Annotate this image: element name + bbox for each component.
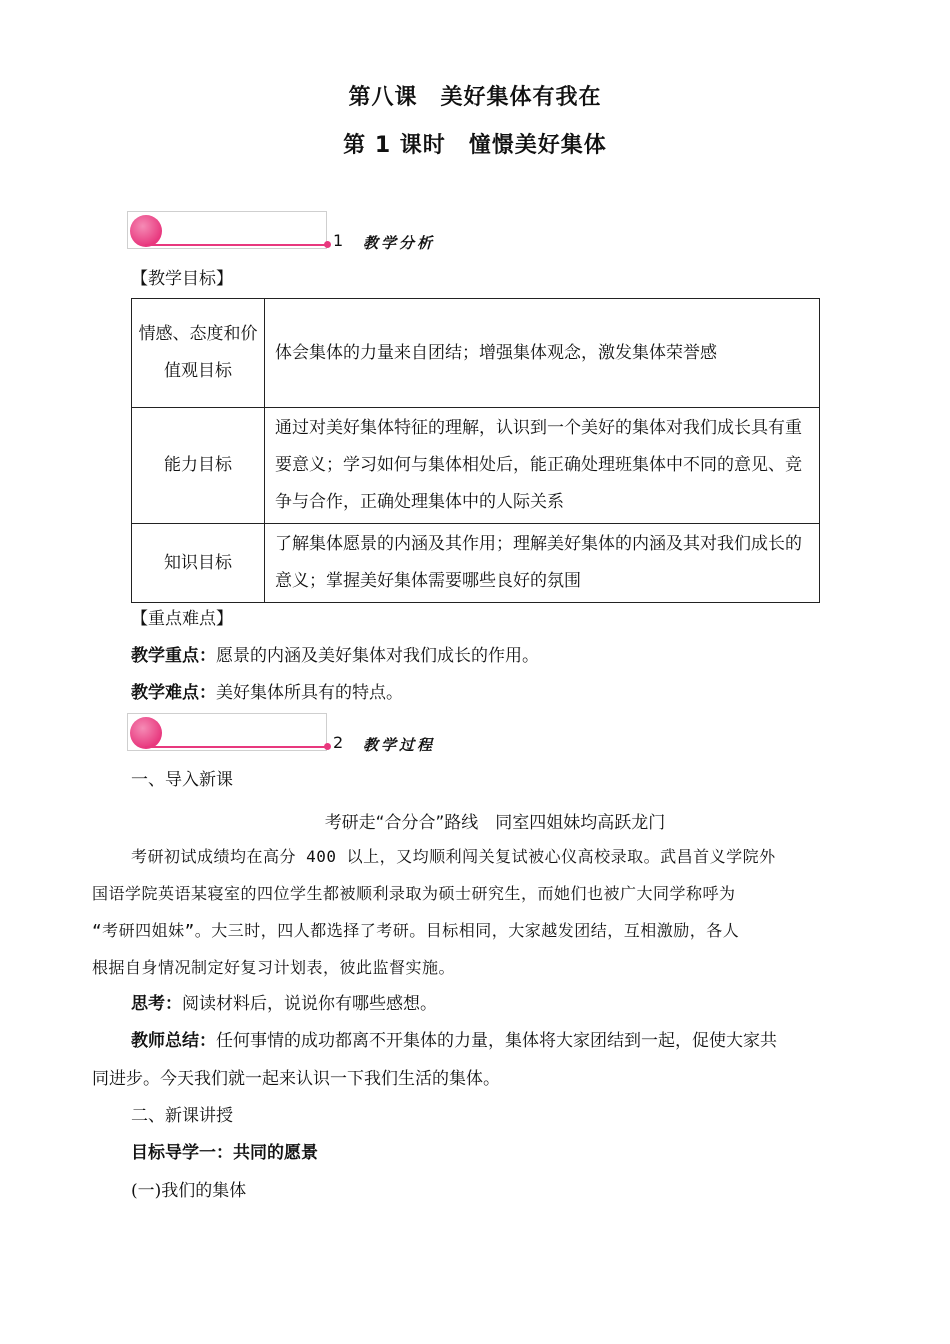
story-line: 国语学院英语某寝室的四位学生都被顺利录取为硕士研究生，而她们也被广大同学称呼为 [92, 884, 736, 903]
teacher-line [131, 1023, 777, 1060]
lesson-subtitle: 第 1 课时 憧憬美好集体 [343, 133, 607, 158]
difficulty-line [131, 675, 403, 712]
goal-text: 了解集体愿景的内涵及其作用；理解美好集体的内涵及其对我们成长的意义；掌握美好集体需要哪些良好的氛围 [265, 524, 820, 603]
difficulty-text: 美好集体所具有的特点。 [216, 683, 403, 703]
dot-icon [324, 743, 331, 750]
teacher-text-cont: 同进步。今天我们就一起来认识一下我们生活的集体。 [92, 1069, 500, 1089]
difficulty-label: 教学难点： [131, 683, 216, 703]
section-number: 1 [333, 231, 344, 250]
goal-text: 体会集体的力量来自团结；增强集体观念，激发集体荣誉感 [265, 299, 820, 408]
section-label: 教学过程 [363, 736, 436, 754]
pink-circle-icon [130, 215, 162, 247]
goal-label: 情感、态度和价值观目标 [132, 299, 265, 408]
section-underline [145, 244, 328, 246]
table-row [132, 524, 820, 603]
story-title: 考研走“合分合”路线 同室四姐妹均高跃龙门 [324, 813, 666, 833]
section-header-analysis [127, 211, 547, 253]
table-row [132, 299, 820, 408]
goals-heading: 【教学目标】 [131, 269, 233, 289]
think-text: 阅读材料后，说说你有哪些感想。 [182, 994, 437, 1014]
goals-table [131, 298, 820, 603]
goal-text: 通过对美好集体特征的理解，认识到一个美好的集体对我们成长具有重要意义；学习如何与集体相处后，能正确处理班集体中不同的意见、竞争与合作，正确处理集体中的人际关系 [265, 408, 820, 524]
story-line: “考研四姐妹”。大三时，四人都选择了考研。目标相同，大家越发团结，互相激励，各人 [92, 921, 740, 940]
key-heading: 【重点难点】 [131, 609, 233, 629]
table-row [132, 408, 820, 524]
key-point-line [131, 638, 539, 675]
section-underline [145, 746, 328, 748]
section-number: 2 [333, 733, 344, 752]
goal-label: 知识目标 [132, 524, 265, 603]
lesson-title: 第八课 美好集体有我在 [348, 85, 602, 110]
think-label: 思考： [131, 994, 182, 1014]
section-label: 教学分析 [363, 234, 436, 252]
sub-heading: (一)我们的集体 [131, 1181, 247, 1201]
story-line: 根据自身情况制定好复习计划表，彼此监督实施。 [92, 958, 456, 977]
think-line [131, 986, 437, 1023]
section-header-process [127, 713, 547, 755]
key-point-label: 教学重点： [131, 646, 216, 666]
dot-icon [324, 241, 331, 248]
target-guide-heading: 目标导学一：共同的愿景 [131, 1143, 318, 1163]
story-line: 考研初试成绩均在高分 400 以上，又均顺利闯关复试被心仪高校录取。武昌首义学院外 [131, 847, 776, 866]
intro-heading: 一、导入新课 [131, 770, 233, 790]
key-point-text: 愿景的内涵及美好集体对我们成长的作用。 [216, 646, 539, 666]
new-lesson-heading: 二、新课讲授 [131, 1106, 233, 1126]
teacher-label: 教师总结： [131, 1031, 216, 1051]
pink-circle-icon [130, 717, 162, 749]
teacher-text: 任何事情的成功都离不开集体的力量，集体将大家团结到一起，促使大家共 [216, 1031, 777, 1051]
goal-label: 能力目标 [132, 408, 265, 524]
